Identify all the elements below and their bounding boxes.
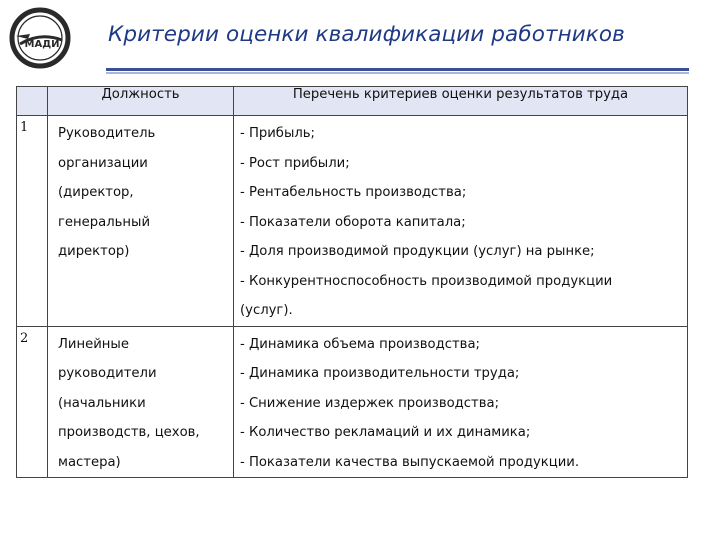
criteria-item: - Показатели качества выпускаемой продукции. (240, 454, 580, 470)
position-line: организации (58, 155, 148, 171)
logo-text: МАДИ (24, 39, 60, 50)
title-divider (106, 68, 689, 71)
criteria-item: - Количество рекламаций и их динамика; (240, 425, 531, 440)
criteria-item: - Динамика производительности труда; (240, 366, 520, 381)
position-line: директор) (58, 244, 130, 259)
criteria-table (16, 86, 688, 478)
table-row (17, 116, 688, 327)
criteria-item: - Конкурентноспособность производимой продукции (240, 273, 613, 289)
title-divider-light (106, 72, 689, 74)
criteria-item: - Рентабельность производства; (240, 185, 467, 200)
position-line: (директор, (58, 185, 134, 200)
row-number: 1 (20, 120, 29, 135)
row-number-cell (17, 326, 48, 478)
header-criteria: Перечень критериев оценки результатов труда (234, 87, 688, 116)
position-line: мастера) (58, 454, 121, 470)
header-number (17, 87, 48, 116)
row-number: 2 (20, 330, 29, 346)
criteria-item: - Рост прибыли; (240, 155, 350, 171)
position-line: Линейные (58, 336, 129, 352)
table-header-row (17, 87, 688, 116)
row-number-cell (17, 116, 48, 327)
position-cell (48, 116, 234, 327)
position-line: генеральный (58, 214, 151, 230)
madi-logo (8, 6, 72, 70)
position-line: Руководитель (58, 126, 156, 141)
criteria-item: (услуг). (240, 303, 293, 318)
page-title: Критерии оценки квалификации работников (108, 22, 625, 47)
position-line: (начальники (58, 395, 146, 411)
position-line: производств, цехов, (58, 425, 200, 440)
criteria-item: - Показатели оборота капитала; (240, 214, 466, 230)
criteria-item: - Снижение издержек производства; (240, 395, 500, 411)
criteria-cell (234, 116, 688, 327)
criteria-item: - Прибыль; (240, 126, 315, 141)
position-line: руководители (58, 366, 157, 381)
criteria-cell (234, 326, 688, 478)
table-row (17, 326, 688, 478)
header-position: Должность (48, 87, 234, 116)
criteria-item: - Динамика объема производства; (240, 336, 480, 352)
criteria-item: - Доля производимой продукции (услуг) на рынке; (240, 244, 595, 259)
position-cell (48, 326, 234, 478)
